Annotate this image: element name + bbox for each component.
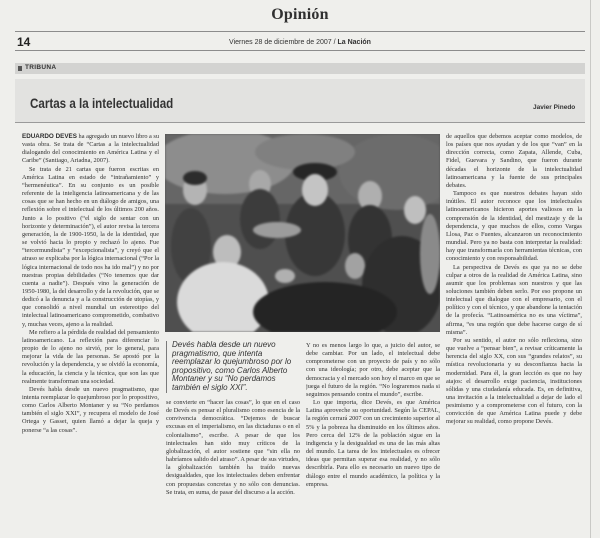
masthead-rule-top	[15, 31, 585, 32]
rubric-marker-icon	[18, 66, 22, 71]
publication-name: La Nación	[337, 39, 371, 46]
photo-face-center	[302, 174, 328, 206]
lead-text: ha agregado un nuevo libro a su vasta obra. Se trata de “Cartas a la intelectualidad dialogando del conocimiento en América Latina y el Caribe” (Santiago, Ariadna, 2007).	[22, 133, 159, 165]
masthead-rule-bottom	[15, 50, 585, 51]
body-paragraph: Lo que importa, dice Devés, es que América Latina aproveche su oportunidad. Según la CEPAL, la región cerrará 2007 con un crecimiento superior al 5% y la pobreza ha disminuido en los últimos años. Pero cerca del 12% de la población sigue en la indigencia y la desigualdad es una de las más altas del mundo. La tarea de los intelectuales es ofrecer ideas que permitan superar esa realidad, y no sólo describirla. Para ello es necesario un nuevo tipo de diálogo entre el mundo académico, la política y la empresa.	[306, 399, 440, 488]
article-photo	[165, 134, 440, 332]
article-column-middle	[306, 342, 440, 530]
page-edge	[590, 0, 591, 538]
lead-name: EDUARDO DEVÉS	[22, 133, 77, 140]
photo-edge-light	[420, 214, 440, 294]
dateline	[0, 39, 600, 46]
section-title: Opinión	[271, 6, 329, 23]
body-paragraph: Devés habla desde un nuevo pragmatismo, que intenta reemplazar lo quejumbroso por lo propositivo, como Carlos Alberto Montaner y su “No perdamos también el siglo XXI”, y recupera el modelo de José Ortega y Gasset, quien llamó a dejar la queja y ponerse “a las cosas”.	[22, 385, 159, 434]
photo-hand	[275, 269, 295, 283]
body-paragraph: Y no es menos largo lo que, a juicio del autor, se debe cambiar. Por un lado, el intelectual debe comprometerse con un proyecto de país y no sólo con una ideología; por otro, debe aceptar que la democracia y el mercado son hoy el marco en que se juega el futuro de la región. “No lograremos nada si seguimos pensando contra el mundo”, escribe.	[306, 342, 440, 398]
body-paragraph: de aquellos que debemos aceptar como modelos, de los países que nos ayudan y de los que “van” en la dirección correcta, como Zapata, Allende, Cuba, Fidel, Guevara y Sandino, que fueron durante décadas el horizonte de la intelectualidad latinoamericana y la fuente de sus principales debates.	[446, 133, 582, 189]
rubric-band	[15, 63, 585, 74]
body-paragraph: Tampoco es que nuestros debates hayan sido inútiles. El autor reconoce que los intelectuales latinoamericanos hicieron aportes valiosos en la comprensión de la identidad, del mestizaje y de la dependencia, y que muchos de ellos, como Vargas Llosa, Paz o Fuentes, alcanzaron un reconocimiento mundial. Pero ya no basta con interpretar la realidad: hay que transformarla con herramientas técnicas, con conocimiento y con responsabilidad.	[446, 190, 582, 263]
article-title: Cartas a la intelectualidad	[30, 96, 174, 111]
rubric-label: TRIBUNA	[25, 64, 57, 71]
page-number: 14	[17, 35, 31, 49]
article-column-left	[22, 133, 159, 530]
lead-paragraph	[22, 133, 159, 166]
body-paragraph: Se trata de 21 cartas que fueron escritas en América Latina en estado de “intrañamiento” y “hermenéutica”. En su conjunto es un posible referente de la inteligencia latinoamericana y de las cosas que se han hecho en un diálogo de amigos, una reflexión sobre el intelectual de los últimos 200 años. Junto a lo positivo (“el siglo de sentar con un horizonte y determinación”), el autor revisa la tercera generación, la de 1900-1950, la de la identidad, que se volvió hacia lo propio y rechazó lo ajeno. Fue “tercermundista” y “excepcionalista”, y creyó que el atraso se explicaba por la lógica internacional (“Por la lógica internacional de todo nos ha ido mal”) y no por nuestras propias debilidades (“No tenemos que dar cuenta a nadie”). Después vino la generación de 1950-1980, la del desarrollo y de la revolución, que se dedicó a la denuncia y a la construcción de utopías, y que consolidó a nivel mundial un estereotipo del intelectual latinoamericano comprometido, combativo y, muchas veces, ajeno a la realidad.	[22, 165, 159, 328]
photo-body	[240, 189, 280, 249]
issue-date: Viernes 28 de diciembre de 2007	[229, 39, 332, 46]
article-author: Javier Pinedo	[533, 104, 576, 111]
body-paragraph: Por su sentido, el autor no sólo reflexiona, sino que vuelve a “pensar bien”, a revisar críticamente la herencia del siglo XX, con sus “grandes relatos”, su mística revolucionaria y su desconfianza hacia la modernidad. Para él, la gran lección es que no hay atajos: el desarrollo exige paciencia, instituciones sólidas y una ciudadanía educada. Es, en definitiva, una invitación a la intelectualidad a dejar de lado el pesimismo y a comprometerse con el futuro, con la convicción de que América Latina puede y debe mejorar su realidad, como propone Devés.	[446, 336, 582, 426]
body-paragraph: se convierte en “hacer las cosas”, lo que en el caso de Devés es pensar el pluralismo como esencia de la convivencia democrática. “Dejemos de buscar excusas en el imperialismo, en las dictaduras o en el colonialismo”, escribe. A pesar de que los intelectuales han sido muy críticos de la globalización, el autor sostiene que “sin ella no habríamos salido del atraso”. A pesar de sus virtudes, la globalización también ha traído nuevas desigualdades, que los intelectuales deben enfrentar con propuestas concretas y no sólo con denuncias. Se trata, en suma, de pasar del discurso a la acción.	[166, 399, 300, 496]
body-paragraph: Me refiero a la pérdida de realidad del pensamiento latinoamericano. La reflexión para diferenciar lo propio de lo ajeno no sirvió, por lo general, para mejorar la vida de las personas. Se apostó por la revolución y la dependencia, y se olvidó la economía, la educación, la ciencia y la técnica, que son las que realmente transforman una sociedad.	[22, 328, 159, 385]
dateline-separator: /	[333, 39, 336, 46]
photo-arm	[253, 222, 301, 238]
article-column-center	[166, 399, 300, 530]
body-paragraph: La perspectiva de Devés es que ya no se debe culpar a otros de la realidad de América Latina, sino asumir que los problemas son nuestros y que las soluciones también deben serlo. Por eso propone un intelectual que dialogue con el empresario, con el político y con el técnico, y que abandone la tentación de la profecía. “Latinoamérica no es una víctima”, afirma, “es una región que debe hacerse cargo de sí misma”.	[446, 263, 582, 336]
photo-caption: Devés habla desde un nuevo pragmatismo, que intenta reemplazar lo quejumbroso por lo propositivo, como Carlos Alberto Montaner y su “No perdamos también el siglo XXI”.	[166, 341, 300, 393]
article-column-right	[446, 133, 582, 530]
photo-face	[404, 196, 426, 224]
crowd-photo	[165, 134, 440, 332]
photo-face	[345, 253, 365, 279]
photo-hair	[183, 171, 207, 185]
